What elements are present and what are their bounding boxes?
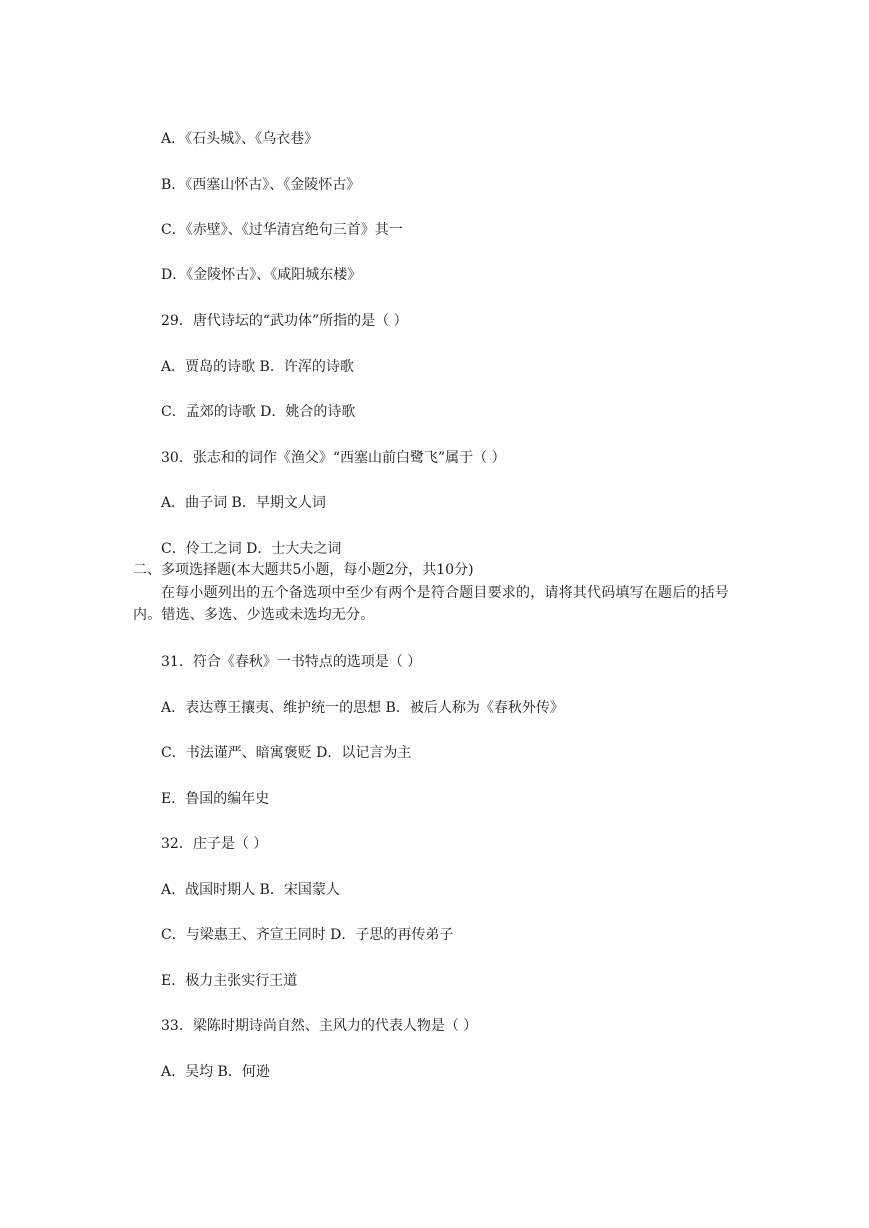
option-line: C．孟郊的诗歌 D．姚合的诗歌 (161, 404, 356, 420)
option-line: C．书法谨严、暗寓褒贬 D．以记言为主 (161, 745, 412, 761)
option-line: C．伶工之词 D．士大夫之词 (161, 541, 342, 557)
section-instruction: 在每小题列出的五个备选项中至少有两个是符合题目要求的，请将其代码填写在题后的括号内。错选、多选、少选或未选均无分。 (133, 585, 729, 623)
option-line: A．《石头城》、《乌衣巷》 (161, 131, 319, 147)
option-line: A．曲子词 B．早期文人词 (161, 495, 326, 511)
option-line: C．与梁惠王、齐宣王同时 D．子思的再传弟子 (161, 927, 454, 943)
option-line: B．《西塞山怀古》、《金陵怀古》 (161, 177, 361, 193)
option-line: A．表达尊王攘夷、维护统一的思想 B．被后人称为《春秋外传》 (161, 700, 564, 716)
question-line: 31．符合《春秋》一书特点的选项是（ ） (161, 654, 422, 670)
option-line: E．极力主张实行王道 (161, 973, 298, 989)
question-line: 32．庄子是（ ） (161, 836, 268, 852)
option-line: A．战国时期人 B．宋国蒙人 (161, 882, 340, 898)
option-line: A．吴均 B．何逊 (161, 1064, 270, 1080)
option-line: C．《赤壁》、《过华清宫绝句三首》其一 (161, 222, 403, 238)
question-line: 30．张志和的词作《渔父》“西塞山前白鹭飞”属于（ ） (161, 450, 506, 466)
option-line: D．《金陵怀古》、《咸阳城东楼》 (161, 267, 362, 283)
option-line: A．贾岛的诗歌 B．许浑的诗歌 (161, 359, 354, 375)
option-line: E．鲁国的编年史 (161, 791, 270, 807)
question-line: 29．唐代诗坛的“武功体”所指的是（ ） (161, 313, 408, 329)
section-heading: 二、多项选择题(本大题共5小题，每小题2分，共10分) (133, 562, 474, 578)
question-line: 33．梁陈时期诗尚自然、主风力的代表人物是（ ） (161, 1018, 478, 1034)
